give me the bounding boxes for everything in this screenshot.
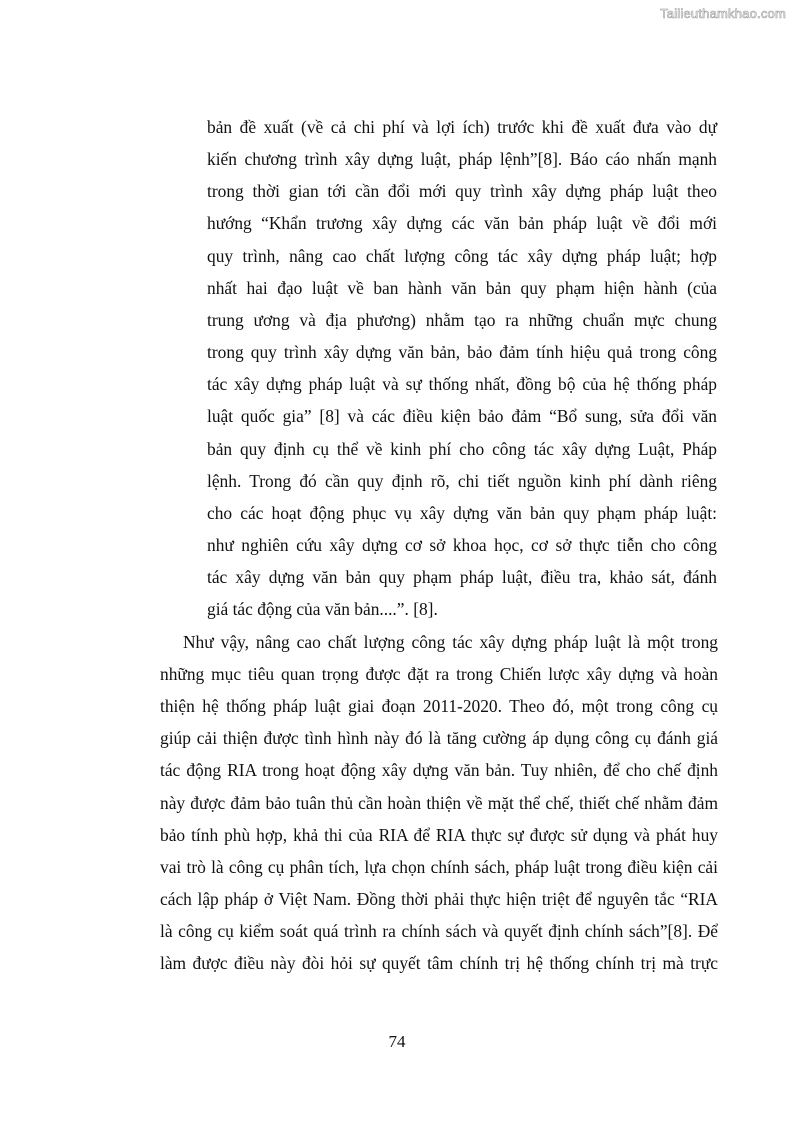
quote-line: giá tác động của văn bản....”. [8].	[207, 599, 438, 619]
quote-line: bản đề xuất (về cả chi phí và lợi ích) trước khi đề xuất đưa vào dự	[207, 117, 717, 137]
quote-line: hướng “Khẩn trương xây dựng các văn bản pháp luật về đổi mới	[207, 213, 717, 233]
quote-line: cho các hoạt động phục vụ xây dựng văn bản quy phạm pháp luật:	[207, 503, 717, 523]
quote-line: nhất hai đạo luật về ban hành văn bản quy phạm hiện hành (của	[207, 278, 717, 298]
paragraph-line: làm được điều này đòi hỏi sự quyết tâm chính trị hệ thống chính trị mà trực	[160, 953, 718, 973]
page-number: 74	[388, 1032, 406, 1051]
quote-line: kiến chương trình xây dựng luật, pháp lệnh”[8]. Báo cáo nhấn mạnh	[207, 149, 717, 169]
quote-line: tác xây dựng văn bản quy phạm pháp luật, điều tra, khảo sát, đánh	[207, 567, 717, 587]
quote-line: bản quy định cụ thể về kinh phí cho công tác xây dựng Luật, Pháp	[207, 439, 717, 459]
watermark: Tailieuthamkhao.com	[660, 6, 786, 21]
paragraph-line: Như vậy, nâng cao chất lượng công tác xây dựng pháp luật là một trong	[183, 632, 718, 652]
quote-line: lệnh. Trong đó cần quy định rõ, chi tiết nguồn kinh phí dành riêng	[207, 471, 717, 491]
paragraph-line: vai trò là công cụ phân tích, lựa chọn chính sách, pháp luật trong điều kiện cải	[160, 857, 718, 877]
quote-line: trong quy trình xây dựng văn bản, bảo đảm tính hiệu quả trong công	[207, 342, 717, 362]
paragraph-line: bảo tính phù hợp, khả thi của RIA để RIA thực sự được sử dụng và phát huy	[160, 825, 718, 845]
quote-line: luật quốc gia” [8] và các điều kiện bảo đảm “Bổ sung, sửa đổi văn	[207, 406, 717, 426]
quote-line: trong thời gian tới cần đổi mới quy trình xây dựng pháp luật theo	[207, 181, 717, 201]
paragraph-line: là công cụ kiểm soát quá trình ra chính sách và quyết định chính sách”[8]. Để	[160, 921, 718, 941]
paragraph-line: tác động RIA trong hoạt động xây dựng văn bản. Tuy nhiên, để cho chế định	[160, 760, 718, 780]
paragraph-line: cách lập pháp ở Việt Nam. Đồng thời phải thực hiện triệt để nguyên tắc “RIA	[160, 889, 718, 909]
quote-line: như nghiên cứu xây dựng cơ sở khoa học, cơ sở thực tiễn cho công	[207, 535, 717, 555]
quote-line: tác xây dựng pháp luật và sự thống nhất, đồng bộ của hệ thống pháp	[207, 374, 717, 394]
paragraph-line: này được đảm bảo tuân thủ cần hoàn thiện về mặt thể chế, thiết chế nhằm đảm	[160, 793, 718, 813]
paragraph-line: những mục tiêu quan trọng được đặt ra trong Chiến lược xây dựng và hoàn	[160, 664, 718, 684]
quote-line: quy trình, nâng cao chất lượng công tác xây dựng pháp luật; hợp	[207, 246, 717, 266]
paragraph-line: thiện hệ thống pháp luật giai đoạn 2011-2020. Theo đó, một trong công cụ	[160, 696, 718, 716]
quote-line: trung ương và địa phương) nhằm tạo ra những chuẩn mực chung	[207, 310, 717, 330]
paragraph-line: giúp cải thiện được tình hình này đó là tăng cường áp dụng công cụ đánh giá	[160, 728, 718, 748]
